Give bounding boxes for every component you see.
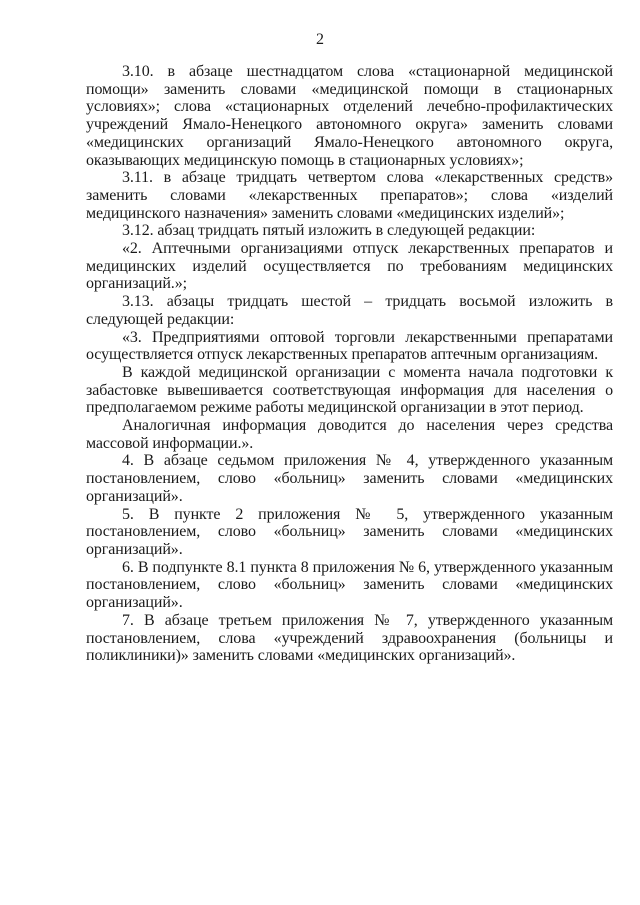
- paragraph-3-13: 3.13. абзацы тридцать шестой – тридцать восьмой изложить в следующей редакции:: [86, 293, 613, 328]
- paragraph-item-5: 5. В пункте 2 приложения № 5, утвержденного указанным постановлением, слово «больниц» заменить словами «медицинских организаций».: [86, 505, 613, 558]
- page-number: 2: [316, 31, 324, 48]
- document-body: [86, 63, 613, 665]
- paragraph-media-notice: Аналогичная информация доводится до населения через средства массовой информации.».: [86, 417, 613, 452]
- paragraph-3-11: 3.11. в абзаце тридцать четвертом слова «лекарственных средств» заменить словами «лекарственных препаратов»; слова «изделий медицинского назначения» заменить словами «медицинских изделий»;: [86, 169, 613, 222]
- paragraph-item-6: 6. В подпункте 8.1 пункта 8 приложения № 6, утвержденного указанным постановлением, слово «больниц» заменить словами «медицинских организаций».: [86, 558, 613, 612]
- paragraph-quote-2: «2. Аптечными организациями отпуск лекарственных препаратов и медицинских изделий осуществляется по требованиям медицинских организаций.»;: [86, 240, 613, 293]
- paragraph-item-7: 7. В абзаце третьем приложения № 7, утвержденного указанным постановлением, слова «учреждений здравоохранения (больницы и поликлиники)» заменить словами «медицинских организаций».: [86, 611, 613, 665]
- paragraph-3-12: 3.12. абзац тридцать пятый изложить в следующей редакции:: [122, 222, 536, 240]
- paragraph-quote-3: «3. Предприятиями оптовой торговли лекарственными препаратами осуществляется отпуск лекарственных препаратов аптечным организациям.: [86, 328, 613, 364]
- paragraph-item-4: 4. В абзаце седьмом приложения № 4, утвержденного указанным постановлением, слово «больниц» заменить словами «медицинских организаций».: [86, 452, 613, 505]
- paragraph-3-10: 3.10. в абзаце шестнадцатом слова «стационарной медицинской помощи» заменить словами «медицинской помощи в стационарных условиях»; слова «стационарных отделений лечебно-профилактических учреждений Ямало-Ненецкого автономного округа» заменить словами «медицинских организаций Ямало-Ненецкого автономного округа, оказывающих медицинскую помощь в стационарных условиях»;: [86, 63, 613, 169]
- paragraph-strike-notice: В каждой медицинской организации с момента начала подготовки к забастовке вывешивается соответствующая информация для населения о предполагаемом режиме работы медицинской организации в этот период.: [86, 363, 613, 417]
